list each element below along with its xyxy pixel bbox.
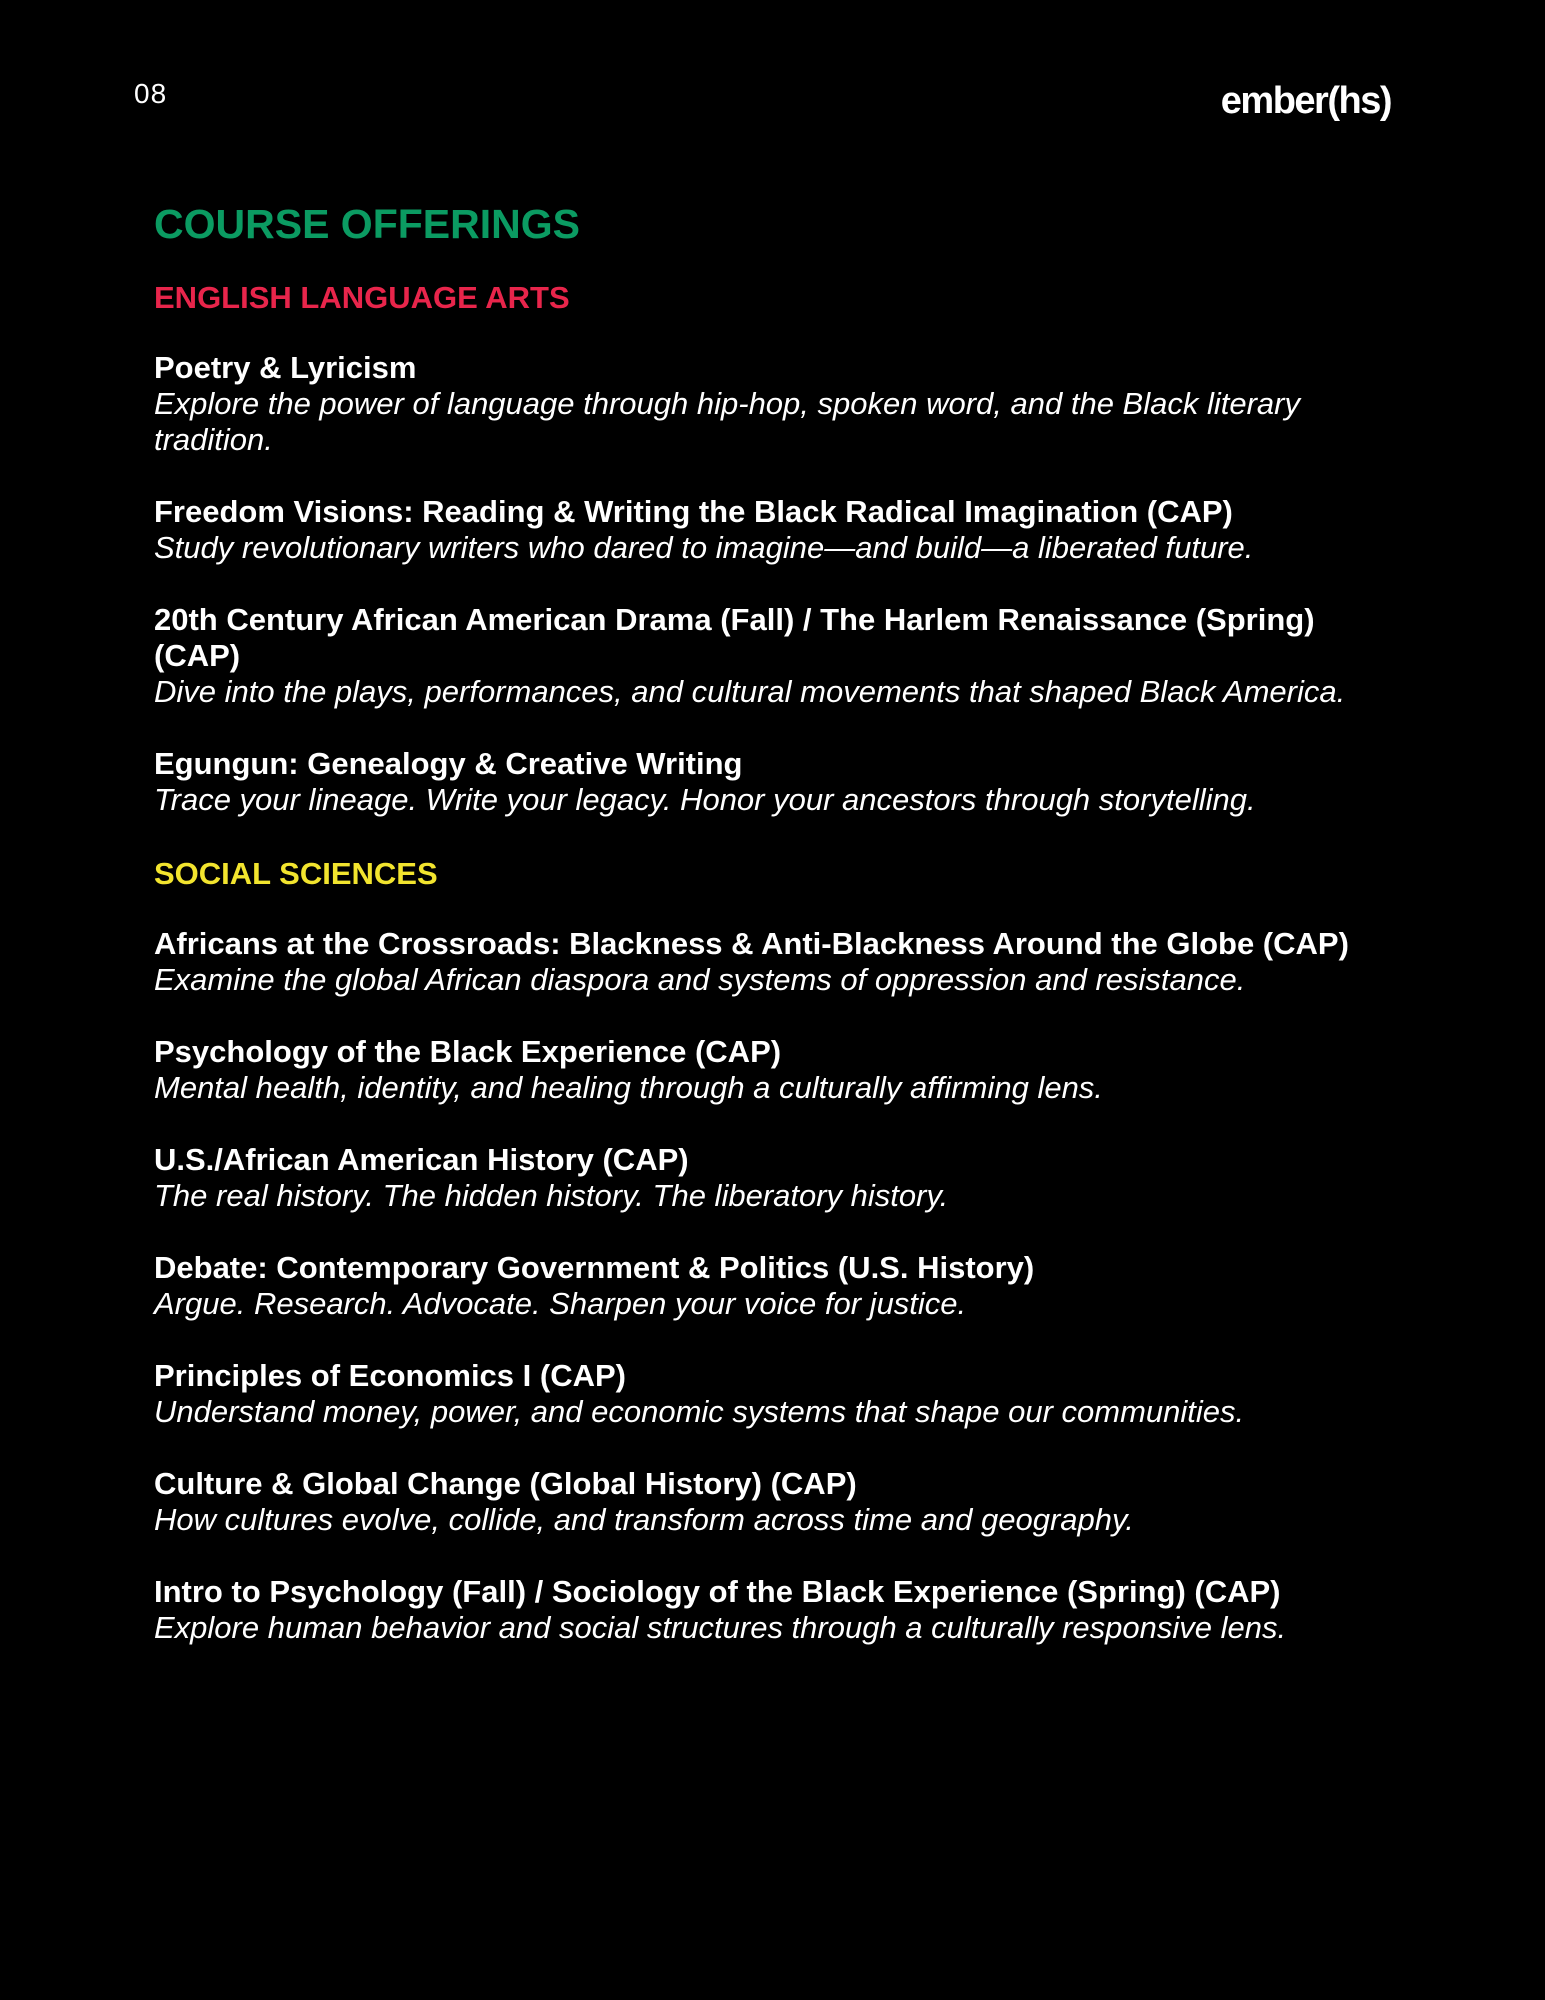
course-description: The real history. The hidden history. The liberatory history. bbox=[154, 1178, 949, 1213]
course-title: U.S./African American History (CAP) bbox=[154, 1142, 689, 1177]
course-description: Mental health, identity, and healing through a culturally affirming lens. bbox=[154, 1070, 1103, 1105]
page-title: COURSE OFFERINGS bbox=[154, 201, 580, 247]
logo: ember(hs) bbox=[1220, 80, 1391, 122]
course-item bbox=[154, 1250, 1354, 1322]
course-item bbox=[154, 350, 1354, 458]
course-title: Africans at the Crossroads: Blackness & Anti-Blackness Around the Globe (CAP) bbox=[154, 926, 1349, 961]
course-title: 20th Century African American Drama (Fall) / The Harlem Renaissance (Spring) (CAP) bbox=[154, 602, 1315, 673]
course-item bbox=[154, 926, 1354, 998]
course-title: Debate: Contemporary Government & Politics (U.S. History) bbox=[154, 1250, 1035, 1285]
course-title: Poetry & Lyricism bbox=[154, 350, 417, 385]
course-item bbox=[154, 1358, 1354, 1430]
ela-course-list bbox=[154, 350, 1354, 818]
course-title: Egungun: Genealogy & Creative Writing bbox=[154, 746, 743, 781]
course-description: Examine the global African diaspora and systems of oppression and resistance. bbox=[154, 962, 1246, 997]
course-item bbox=[154, 1034, 1354, 1106]
section-heading-social-sciences: SOCIAL SCIENCES bbox=[154, 856, 438, 891]
course-description: Trace your lineage. Write your legacy. Honor your ancestors through storytelling. bbox=[154, 782, 1256, 817]
course-title: Intro to Psychology (Fall) / Sociology of the Black Experience (Spring) (CAP) bbox=[154, 1574, 1281, 1609]
course-description: Explore human behavior and social structures through a culturally responsive lens. bbox=[154, 1610, 1287, 1645]
course-item bbox=[154, 602, 1354, 710]
course-description: Study revolutionary writers who dared to imagine—and build—a liberated future. bbox=[154, 530, 1254, 565]
course-item bbox=[154, 494, 1354, 566]
course-description: Dive into the plays, performances, and cultural movements that shaped Black America. bbox=[154, 674, 1346, 709]
course-description: Argue. Research. Advocate. Sharpen your voice for justice. bbox=[154, 1286, 967, 1321]
course-item bbox=[154, 1574, 1354, 1646]
course-description: Explore the power of language through hip-hop, spoken word, and the Black literary tradition. bbox=[154, 386, 1300, 457]
social-sciences-course-list bbox=[154, 926, 1354, 1646]
course-item bbox=[154, 1142, 1354, 1214]
course-title: Freedom Visions: Reading & Writing the Black Radical Imagination (CAP) bbox=[154, 494, 1233, 529]
course-description: How cultures evolve, collide, and transform across time and geography. bbox=[154, 1502, 1134, 1537]
page-number: 08 bbox=[134, 78, 168, 109]
section-heading-ela: ENGLISH LANGUAGE ARTS bbox=[154, 280, 570, 315]
course-title: Culture & Global Change (Global History) (CAP) bbox=[154, 1466, 857, 1501]
course-offerings-content bbox=[154, 198, 1354, 1682]
course-title: Psychology of the Black Experience (CAP) bbox=[154, 1034, 782, 1069]
course-description: Understand money, power, and economic systems that shape our communities. bbox=[154, 1394, 1245, 1429]
course-item bbox=[154, 746, 1354, 818]
course-item bbox=[154, 1466, 1354, 1538]
course-title: Principles of Economics I (CAP) bbox=[154, 1358, 626, 1393]
